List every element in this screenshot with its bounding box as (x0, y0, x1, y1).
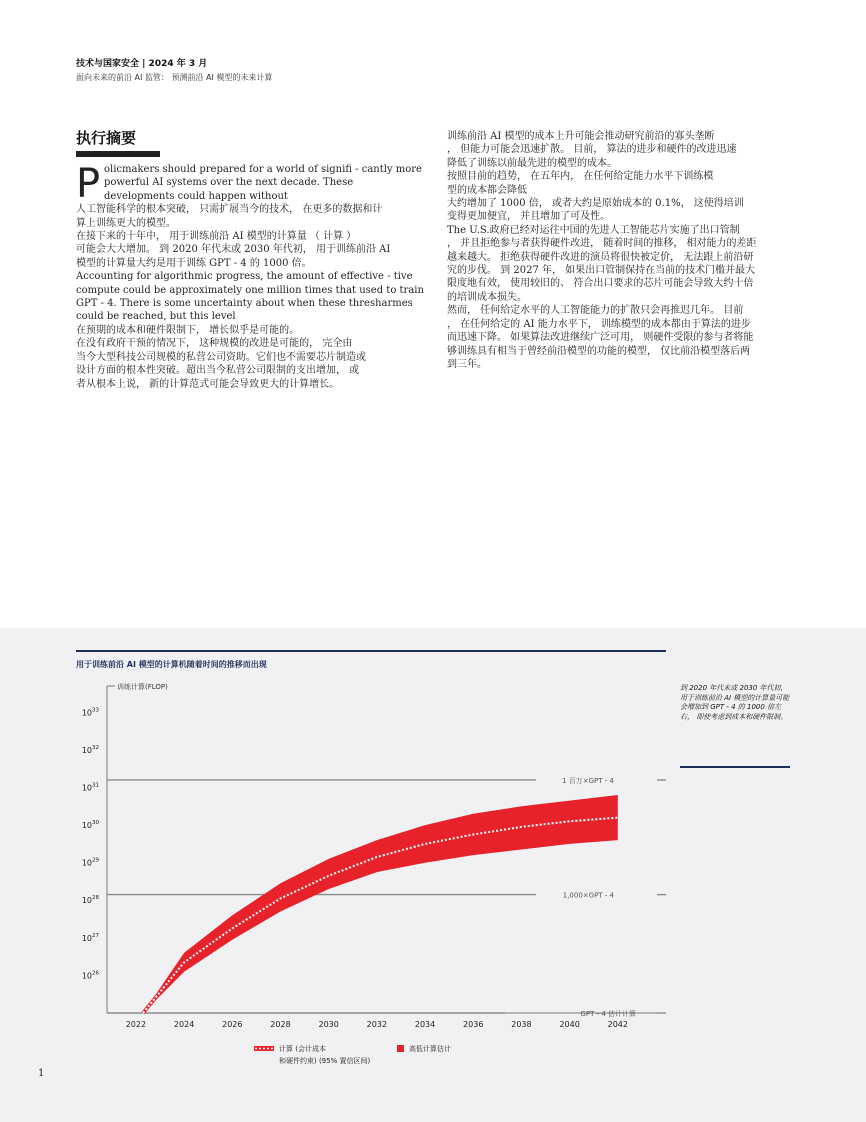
y-tick-label: $10^{33}$ (81, 707, 99, 718)
lead-line: olicmakers should prepared for a world of signifi - cantly more (104, 164, 422, 175)
body-line: 变得更加便宜， 并且增加了可及性。 (447, 211, 611, 223)
body-line: 在接下来的十年中， 用于训练前沿 AI 模型的计算量 （ 计算 ） (76, 231, 357, 243)
chart-side-note: 到 2020 年代末或 2030 年代初， 用于训练前沿 AI 模型的计算量可能会增加到 GPT - 4 的 1000 倍左右， 即使考虑到成本和硬件限制。 (680, 684, 790, 721)
lead-line: powerful AI systems over the next decade. These (104, 177, 354, 189)
title-rule (76, 151, 160, 157)
body-line: 究的步伐。 到 2027 年， 如果出口管制保持在当前的技术门槛并最大 (447, 265, 756, 277)
page-number: 1 (38, 1068, 45, 1079)
y-tick-label: $10^{27}$ (81, 932, 99, 943)
section-title: 执行摘要 (76, 129, 137, 147)
reference-line-label: GPT - 4 估计计算 (580, 1010, 636, 1018)
body-line: 训练前沿 AI 模型的成本上升可能会推动研究前沿的寡头垄断 (447, 131, 715, 142)
body-line: 在预期的成本和硬件限制下， 增长似乎是可能的。 (76, 324, 300, 336)
body-line: 者从根本上说， 新的计算范式可能会导致更大的计算增长。 (76, 378, 340, 390)
body-line: 设计方面的根本性突破。超出当今私营公司限制的支出增加， 或 (76, 365, 360, 377)
y-tick-label: $10^{31}$ (81, 782, 99, 793)
body-line: 而迅速下降。 如果算法改进继续广泛可用， 则硬件受限的参与者将能 (447, 332, 754, 344)
drop-cap: P (76, 161, 101, 207)
y-tick-label: $10^{28}$ (81, 895, 99, 906)
y-axis-label: 训练计算(FLOP) (117, 683, 168, 691)
body-line: 越来越大。 拒绝获得硬件改进的演员将很快被定价， 无法跟上前沿研 (447, 251, 754, 263)
lead-line: developments could happen without (104, 190, 288, 202)
body-line: 降低了训练以前最先进的模型的成本。 (447, 157, 617, 169)
body-line: 的培训成本损失。 (447, 291, 527, 303)
x-tick-label: 2038 (511, 1020, 532, 1029)
compute-chart (0, 670, 866, 1080)
x-tick-label: 2042 (607, 1020, 628, 1029)
body-line: 算上训练更大的模型。 (76, 217, 176, 229)
x-tick-label: 2028 (270, 1020, 291, 1029)
body-line: compute could be approximately one million times that used to train (76, 284, 424, 296)
x-tick-label: 2026 (222, 1020, 243, 1029)
reference-line-label: 1 百万×GPT - 4 (562, 776, 614, 785)
body-line: ， 并且拒绝参与者获得硬件改进， 随着时间的推移， 相对能力的差距 (447, 238, 757, 250)
legend-median-label-2: 和硬件约束) (95% 置信区间) (279, 1057, 371, 1065)
body-line: Accounting for algorithmic progress, the amount of effective - tive (76, 271, 413, 283)
y-tick-label: $10^{32}$ (81, 744, 99, 755)
lead-paragraph (76, 161, 431, 207)
x-tick-label: 2034 (414, 1020, 436, 1029)
body-line: 然而， 任何给定水平的人工智能能力的扩散只会再推迟几年。 目前 (447, 305, 744, 317)
x-tick-label: 2022 (125, 1020, 147, 1029)
body-line: The U.S.政府已经对运往中国的先进人工智能芯片实施了出口管制 (447, 224, 740, 236)
x-tick-label: 2030 (318, 1020, 339, 1029)
body-line: 够训练具有相当于曾经前沿模型的功能的模型， 仅比前沿模型落后两 (447, 345, 751, 357)
body-line: 限度地有效， 使用较旧的、 符合出口要求的芯片可能会导致大约十倍 (447, 278, 754, 290)
estimate-band (143, 795, 618, 1013)
left-column (76, 163, 431, 391)
x-tick-label: 2024 (173, 1020, 195, 1029)
body-line: 到三年。 (447, 358, 487, 370)
body-line: GPT - 4. There is some uncertainty about when these thresharmes (76, 298, 413, 310)
report-series-header: 技术与国家安全 | 2024 年 3 月 (76, 59, 208, 69)
x-tick-label: 2036 (463, 1020, 484, 1029)
body-line: 按照目前的趋势， 在五年内， 在任何给定能力水平下训练模 (447, 171, 714, 183)
legend-band-label: 高低计算估计 (409, 1045, 451, 1053)
body-line: 型的成本都会降低 (447, 184, 527, 196)
body-line: 可能会大大增加。 到 2020 年代末或 2030 年代初， 用于训练前沿 AI (76, 244, 391, 256)
reference-line-label: 1,000×GPT - 4 (562, 891, 614, 900)
body-line: 人工智能科学的根本突破， 只需扩展当今的技术， 在更多的数据和计 (76, 204, 383, 216)
x-tick-label: 2032 (366, 1020, 388, 1029)
legend-median-label: 计算 (会计成本 (279, 1045, 326, 1053)
legend-band-swatch (397, 1045, 404, 1052)
report-title-header: 面向未来的前沿 AI 监管： 预测前沿 AI 模型的未来计算 (76, 73, 273, 82)
right-column (447, 130, 793, 371)
body-line: 在没有政府干预的情况下， 这种规模的改进是可能的， 完全由 (76, 338, 353, 350)
body-line: 当今大型科技公司规模的私营公司资助。它们也不需要芯片制造或 (76, 351, 366, 363)
body-line: could be reached, but this level (76, 311, 236, 323)
body-line: 大约增加了 1000 倍， 或者大约是原始成本的 0.1%， 这使得培训 (447, 198, 744, 210)
y-tick-label: $10^{30}$ (81, 820, 99, 831)
body-line: ， 但能力可能会迅速扩散。 目前， 算法的进步和硬件的改进迅速 (447, 144, 737, 156)
chart-top-rule (76, 650, 666, 652)
body-line: ， 在任何给定的 AI 能力水平下， 训练模型的成本都由于算法的进步 (447, 318, 751, 330)
body-line: 模型的计算量大约是用于训练 GPT - 4 的 1000 倍。 (76, 257, 312, 269)
x-tick-label: 2040 (559, 1020, 580, 1029)
y-tick-label: $10^{29}$ (81, 857, 99, 868)
y-tick-label: $10^{26}$ (81, 970, 99, 981)
chart-title: 用于训练前沿 AI 模型的计算机随着时间的推移而出现 (76, 660, 267, 669)
